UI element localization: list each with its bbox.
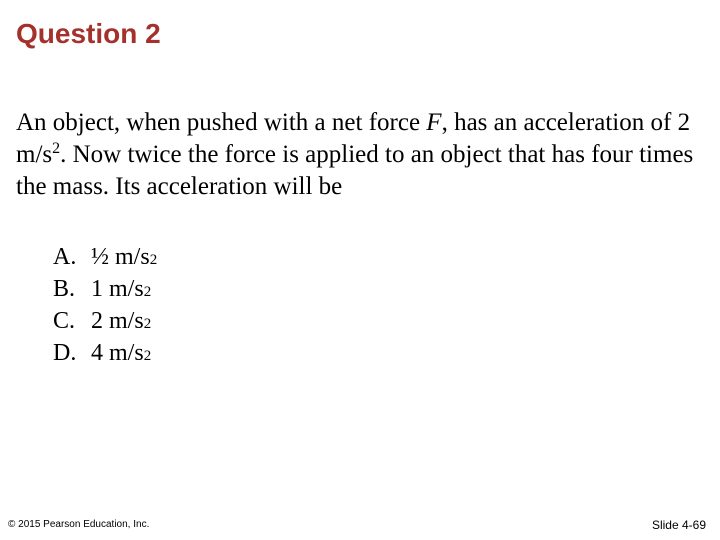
force-symbol: F [426,109,442,136]
choice-b: B. 1 m/s 2 [53,273,157,305]
choice-letter: C. [53,308,76,334]
choice-letter: A. [53,244,77,270]
answer-choices [53,241,157,369]
question-exponent: 2 [52,140,61,157]
choice-value: 1 m/s [91,276,144,302]
copyright-notice: © 2015 Pearson Education, Inc. [8,519,150,530]
choice-letter: D. [53,340,77,366]
question-part-1: An object, when pushed with a net force [16,109,427,136]
slide-title: Question 2 [16,18,161,49]
choice-value: 2 m/s [91,308,144,334]
question-text [16,107,706,203]
choice-value: 4 m/s [91,340,144,366]
slide-number: Slide 4-69 [651,518,706,532]
choice-a: A. ½ m/s 2 [53,241,157,273]
question-part-3: . Now twice the force is applied to an object that has four times the mass. Its acceleration will be [16,141,694,200]
choice-letter: B. [53,276,76,302]
choice-value: ½ m/s [91,244,150,270]
choice-d: D. 4 m/s 2 [53,337,157,369]
question-part-2: , has an acceleration of 2 m/s [16,109,691,168]
choice-c: C. 2 m/s 2 [53,305,157,337]
